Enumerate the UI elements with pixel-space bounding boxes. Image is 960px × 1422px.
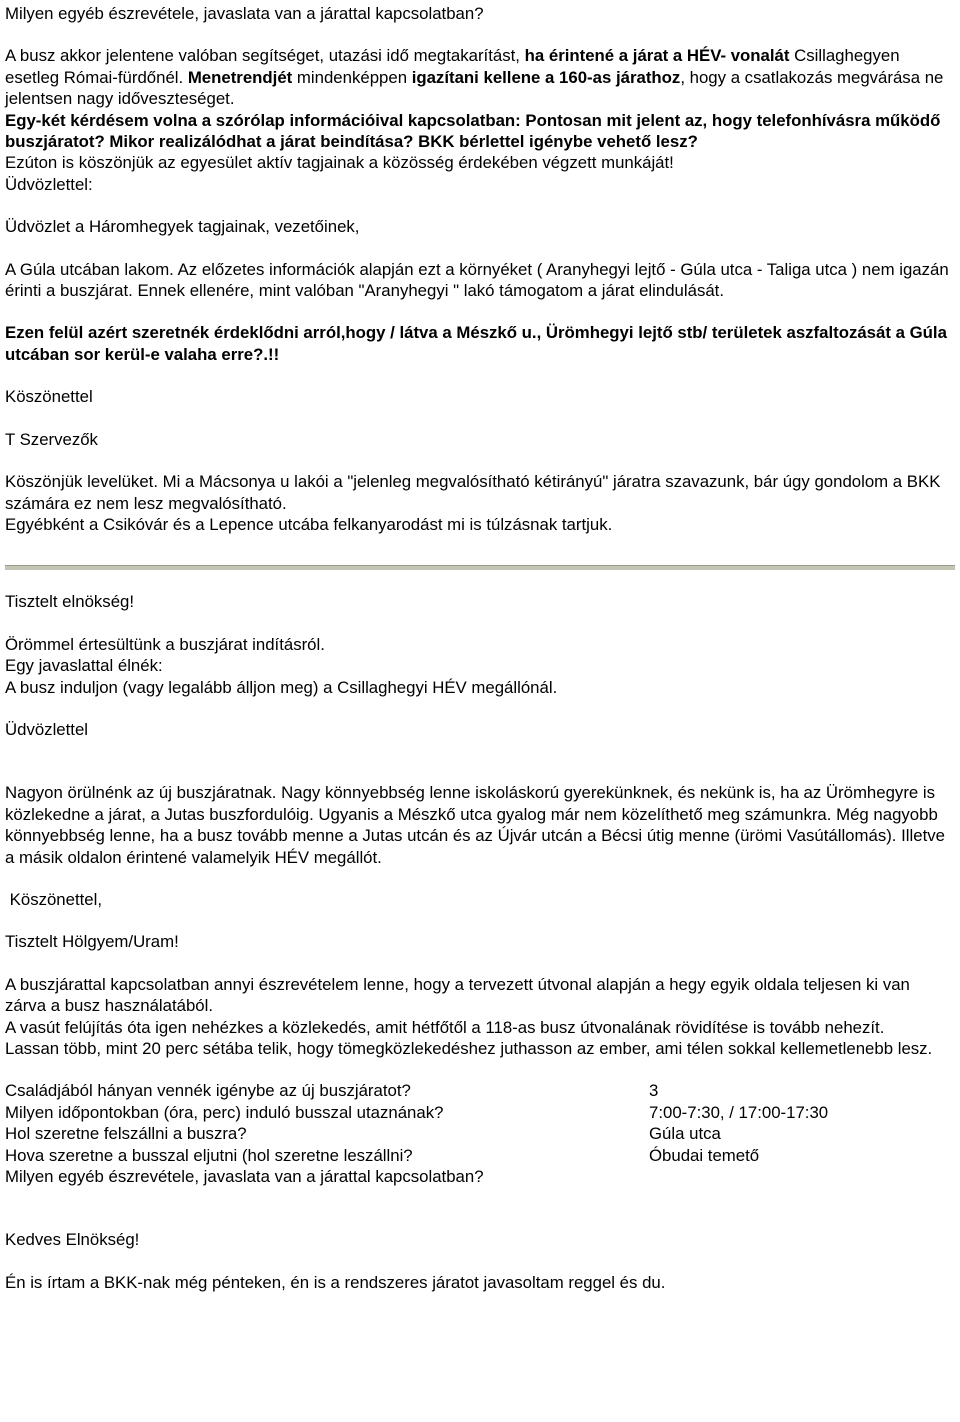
text-run: A busz akkor jelentene valóban segítséget, utazási idő megtakarítást,	[5, 46, 525, 66]
question-text: Hol szeretne felszállni a buszra?	[5, 1124, 247, 1144]
salutation-text: Tisztelt elnökség!	[5, 592, 135, 612]
text-run: mindenképpen	[292, 67, 412, 87]
response-1	[5, 3, 955, 195]
paragraph: A vasút felújítás óta igen nehézkes a közlekedés, amit hétfőtől a 118-as busz útvonalának rövidítése is tovább nehezít.	[5, 1017, 885, 1037]
response-3	[5, 471, 955, 535]
paragraph: A busz induljon (vagy legalább álljon meg) a Csillaghegyi HÉV megállónál.	[5, 677, 558, 697]
response-5	[5, 782, 955, 910]
closing-text: Köszönettel,	[5, 889, 103, 909]
questionnaire-table	[5, 1080, 955, 1187]
answer-text	[649, 1166, 955, 1187]
question-text: Családjából hányan vennék igénybe az új buszjáratot?	[5, 1081, 411, 1101]
text-run: , hogy a csatlakozás megvárása ne jelentsen nagy időveszteséget.	[5, 67, 944, 109]
paragraph: Én is írtam a BKK-nak még pénteken, én is a rendszeres járatot javasoltam reggel és du.	[5, 1272, 666, 1292]
question-text: Milyen egyéb észrevétele, javaslata van a járattal kapcsolatban?	[5, 1167, 484, 1187]
salutation-text: Kedves Elnökség!	[5, 1230, 140, 1250]
question-text: Milyen egyéb észrevétele, javaslata van a járattal kapcsolatban?	[5, 4, 484, 23]
bold-text-run: Menetrendjét	[187, 67, 293, 87]
answer-text: 7:00-7:30, / 17:00-17:30	[649, 1102, 829, 1122]
response-7	[5, 1229, 955, 1293]
signature-text: T Szervezők	[5, 429, 98, 449]
paragraph	[5, 45, 955, 109]
paragraph: Ezúton is köszönjük az egyesület aktív tagjainak a közösség érdekében végzett munkáját!	[5, 153, 674, 173]
closing-text: Üdvözlettel	[5, 719, 89, 739]
response-4	[5, 591, 955, 740]
paragraph: Egyébként a Csikóvár és a Lepence utcába felkanyarodást mi is túlzásnak tartjuk.	[5, 514, 613, 534]
bold-text-run: ha érintené a járat a HÉV- vonalát	[524, 46, 790, 66]
paragraph: Nagyon örülnénk az új buszjáratnak. Nagy könnyebbség lenne iskoláskorú gyerekünknek, és nekünk is, ha az Ürömhegyre is közlekedne a járat, a Jutas buszfordulóig. Ugyanis a Mészkő utca gyalog már nem közelíthető meg számunkra. Még nagyobb könnyebbség lenne, ha a busz tovább menne a Jutas utcán és az Újvár utcán a Bécsi útig menne (ürömi Vasútállomás). Illetve a másik oldalon érintené valamelyik HÉV megállót.	[5, 783, 945, 867]
bold-text-run: igazítani kellene a 160-as járathoz	[411, 67, 681, 87]
paragraph: Lassan több, mint 20 perc sétába telik, hogy tömegközlekedéshez juthasson az ember, ami télen sokkal kellemetlenebb lesz.	[5, 1039, 933, 1058]
response-6	[5, 931, 955, 1187]
paragraph: Egy javaslattal élnék:	[5, 656, 163, 676]
closing-text: Üdvözlettel:	[5, 174, 93, 194]
closing-text: Köszönettel	[5, 387, 93, 407]
answer-text: 3	[649, 1081, 659, 1101]
text-run: Csillaghegyen esetleg Római-fürdőnél.	[5, 46, 900, 87]
greeting-text: Üdvözlet a Háromhegyek tagjainak, vezetőinek,	[5, 217, 360, 237]
paragraph: Örömmel értesültünk a buszjárat indításról.	[5, 634, 325, 654]
answer-text: Óbudai temető	[649, 1145, 760, 1165]
question-text: Hova szeretne a busszal eljutni (hol szeretne leszállni?	[5, 1145, 413, 1165]
salutation-text: Tisztelt Hölgyem/Uram!	[5, 932, 179, 952]
paragraph: Köszönjük levelüket. Mi a Mácsonya u lakói a "jelenleg megvalósítható kétirányú" járatra szavazunk, bár úgy gondolom a BKK számára ez nem lesz megvalósítható.	[5, 472, 941, 513]
paragraph: A Gúla utcában lakom. Az előzetes információk alapján ezt a környéket ( Aranyhegyi lejtő - Gúla utca - Taliga utca ) nem igazán érinti a buszjárat. Ennek ellenére, mint valóban "Aranyhegyi " lakó támogatom a járat elindulását.	[5, 259, 949, 301]
answer-text: Gúla utca	[649, 1124, 721, 1144]
question-text: Milyen időpontokban (óra, perc) induló busszal utaznának?	[5, 1102, 444, 1122]
response-2	[5, 216, 955, 450]
bold-paragraph: Ezen felül azért szeretnék érdeklődni arról,hogy / látva a Mészkő u., Ürömhegyi lejtő stb/ területek aszfaltozását a Gúla utcában sor kerül-e valaha erre?.!!	[5, 323, 947, 364]
document-page	[5, 3, 955, 1293]
bold-paragraph: Egy-két kérdésem volna a szórólap információival kapcsolatban: Pontosan mit jelent az, hogy telefonhívásra működő buszjáratot? Mikor realizálódhat a járat beindítása? BKK bérlettel igénybe vehető lesz?	[5, 110, 941, 152]
paragraph: A buszjárattal kapcsolatban annyi észrevételem lenne, hogy a tervezett útvonal alapján a hegy egyik oldala teljesen ki van zárva a busz használatából.	[5, 974, 910, 1016]
